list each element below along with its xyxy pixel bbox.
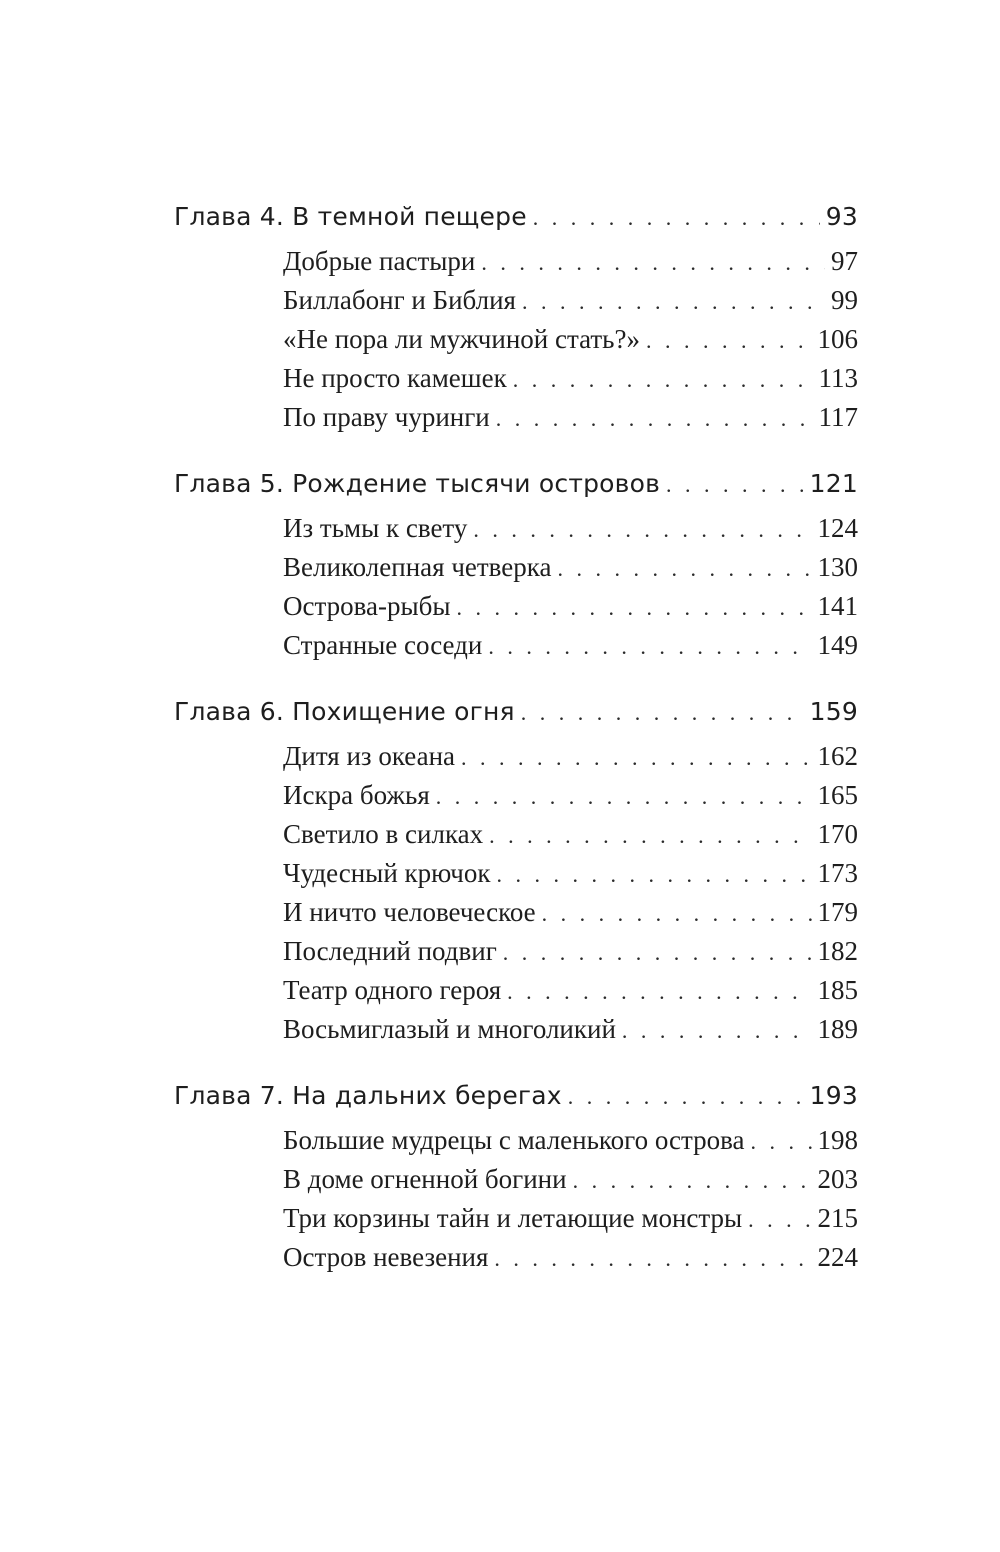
dot-leader bbox=[646, 321, 812, 360]
section-page-number: 198 bbox=[817, 1125, 858, 1155]
section-entry[interactable] bbox=[174, 398, 858, 437]
section-title: Чудесный крючок bbox=[283, 858, 491, 888]
section-page-number: 149 bbox=[817, 630, 858, 660]
section-page-number: 99 bbox=[831, 285, 858, 315]
section-page-number: 124 bbox=[817, 513, 858, 543]
chapter-title: Глава 5. Рождение тысячи островов bbox=[174, 469, 661, 498]
section-page-number: 106 bbox=[817, 324, 858, 354]
dot-leader bbox=[542, 894, 812, 933]
dot-leader bbox=[503, 933, 812, 972]
dot-leader bbox=[494, 1239, 811, 1278]
section-entry[interactable] bbox=[174, 893, 858, 932]
section-entry[interactable] bbox=[174, 932, 858, 971]
dot-leader bbox=[488, 627, 811, 666]
chapter-4 bbox=[174, 196, 858, 437]
dot-leader bbox=[751, 1122, 812, 1161]
chapter-heading[interactable] bbox=[174, 691, 858, 733]
section-entry[interactable] bbox=[174, 548, 858, 587]
dot-leader bbox=[489, 816, 811, 855]
section-title: Острова-рыбы bbox=[283, 591, 451, 621]
section-title: И ничто человеческое bbox=[283, 897, 536, 927]
dot-leader bbox=[436, 777, 812, 816]
section-entry[interactable] bbox=[174, 1238, 858, 1277]
chapter-heading[interactable] bbox=[174, 463, 858, 505]
section-title: По праву чуринги bbox=[283, 402, 490, 432]
dot-leader bbox=[568, 1076, 804, 1118]
section-title: Искра божья bbox=[283, 780, 430, 810]
section-entry[interactable] bbox=[174, 509, 858, 548]
dot-leader bbox=[666, 464, 804, 506]
chapter-6 bbox=[174, 691, 858, 1049]
section-page-number: 113 bbox=[818, 363, 858, 393]
section-entry[interactable] bbox=[174, 776, 858, 815]
section-page-number: 173 bbox=[817, 858, 858, 888]
section-title: Светило в силках bbox=[283, 819, 484, 849]
section-title: Восьмиглазый и многоликий bbox=[283, 1014, 616, 1044]
chapter-title: Глава 7. На дальних берегах bbox=[174, 1081, 562, 1110]
section-entry[interactable] bbox=[174, 587, 858, 626]
dot-leader bbox=[457, 588, 812, 627]
section-page-number: 185 bbox=[817, 975, 858, 1005]
dot-leader bbox=[521, 692, 804, 734]
section-page-number: 189 bbox=[817, 1014, 858, 1044]
dot-leader bbox=[507, 972, 811, 1011]
section-title: Последний подвиг bbox=[283, 936, 497, 966]
section-title: Театр одного героя bbox=[283, 975, 502, 1005]
section-entry[interactable] bbox=[174, 1121, 858, 1160]
dot-leader bbox=[622, 1011, 812, 1050]
dot-leader bbox=[481, 243, 825, 282]
section-page-number: 215 bbox=[817, 1203, 858, 1233]
chapter-heading[interactable] bbox=[174, 196, 858, 238]
section-page-number: 179 bbox=[817, 897, 858, 927]
section-title: Странные соседи bbox=[283, 630, 483, 660]
section-page-number: 182 bbox=[817, 936, 858, 966]
dot-leader bbox=[513, 360, 813, 399]
chapter-heading[interactable] bbox=[174, 1075, 858, 1117]
chapter-page-number: 193 bbox=[809, 1081, 858, 1110]
section-entry[interactable] bbox=[174, 1160, 858, 1199]
section-entry[interactable] bbox=[174, 971, 858, 1010]
section-entry[interactable] bbox=[174, 320, 858, 359]
chapter-page-number: 93 bbox=[825, 202, 858, 231]
dot-leader bbox=[748, 1200, 811, 1239]
section-entry[interactable] bbox=[174, 737, 858, 776]
chapter-title: Глава 4. В темной пещере bbox=[174, 202, 527, 231]
dot-leader bbox=[496, 399, 813, 438]
section-page-number: 162 bbox=[817, 741, 858, 771]
chapter-page-number: 159 bbox=[809, 697, 858, 726]
section-title: Биллабонг и Библия bbox=[283, 285, 516, 315]
section-title: Великолепная четверка bbox=[283, 552, 552, 582]
section-page-number: 165 bbox=[817, 780, 858, 810]
chapter-title: Глава 6. Похищение огня bbox=[174, 697, 515, 726]
section-title: Дитя из океана bbox=[283, 741, 456, 771]
table-of-contents bbox=[174, 196, 858, 1303]
chapter-7 bbox=[174, 1075, 858, 1277]
chapter-page-number: 121 bbox=[809, 469, 858, 498]
section-page-number: 97 bbox=[831, 246, 858, 276]
section-entry[interactable] bbox=[174, 815, 858, 854]
dot-leader bbox=[557, 549, 811, 588]
section-page-number: 117 bbox=[818, 402, 858, 432]
section-entry[interactable] bbox=[174, 1010, 858, 1049]
section-entry[interactable] bbox=[174, 359, 858, 398]
section-page-number: 141 bbox=[817, 591, 858, 621]
section-title: Не просто камешек bbox=[283, 363, 507, 393]
section-page-number: 224 bbox=[817, 1242, 858, 1272]
section-title: Три корзины тайн и летающие монстры bbox=[283, 1203, 743, 1233]
section-title: Большие мудрецы с маленького острова bbox=[283, 1125, 745, 1155]
dot-leader bbox=[461, 738, 811, 777]
dot-leader bbox=[522, 282, 825, 321]
dot-leader bbox=[473, 510, 811, 549]
section-page-number: 203 bbox=[817, 1164, 858, 1194]
section-page-number: 130 bbox=[817, 552, 858, 582]
dot-leader bbox=[533, 197, 820, 239]
section-title: Остров невезения bbox=[283, 1242, 489, 1272]
section-entry[interactable] bbox=[174, 854, 858, 893]
section-title: Из тьмы к свету bbox=[283, 513, 468, 543]
section-title: «Не пора ли мужчиной стать?» bbox=[283, 324, 640, 354]
section-entry[interactable] bbox=[174, 281, 858, 320]
section-title: В доме огненной богини bbox=[283, 1164, 567, 1194]
chapter-5 bbox=[174, 463, 858, 665]
dot-leader bbox=[573, 1161, 812, 1200]
section-page-number: 170 bbox=[817, 819, 858, 849]
dot-leader bbox=[496, 855, 811, 894]
section-entry[interactable] bbox=[174, 1199, 858, 1238]
section-entry[interactable] bbox=[174, 626, 858, 665]
section-entry[interactable] bbox=[174, 242, 858, 281]
section-title: Добрые пастыри bbox=[283, 246, 476, 276]
